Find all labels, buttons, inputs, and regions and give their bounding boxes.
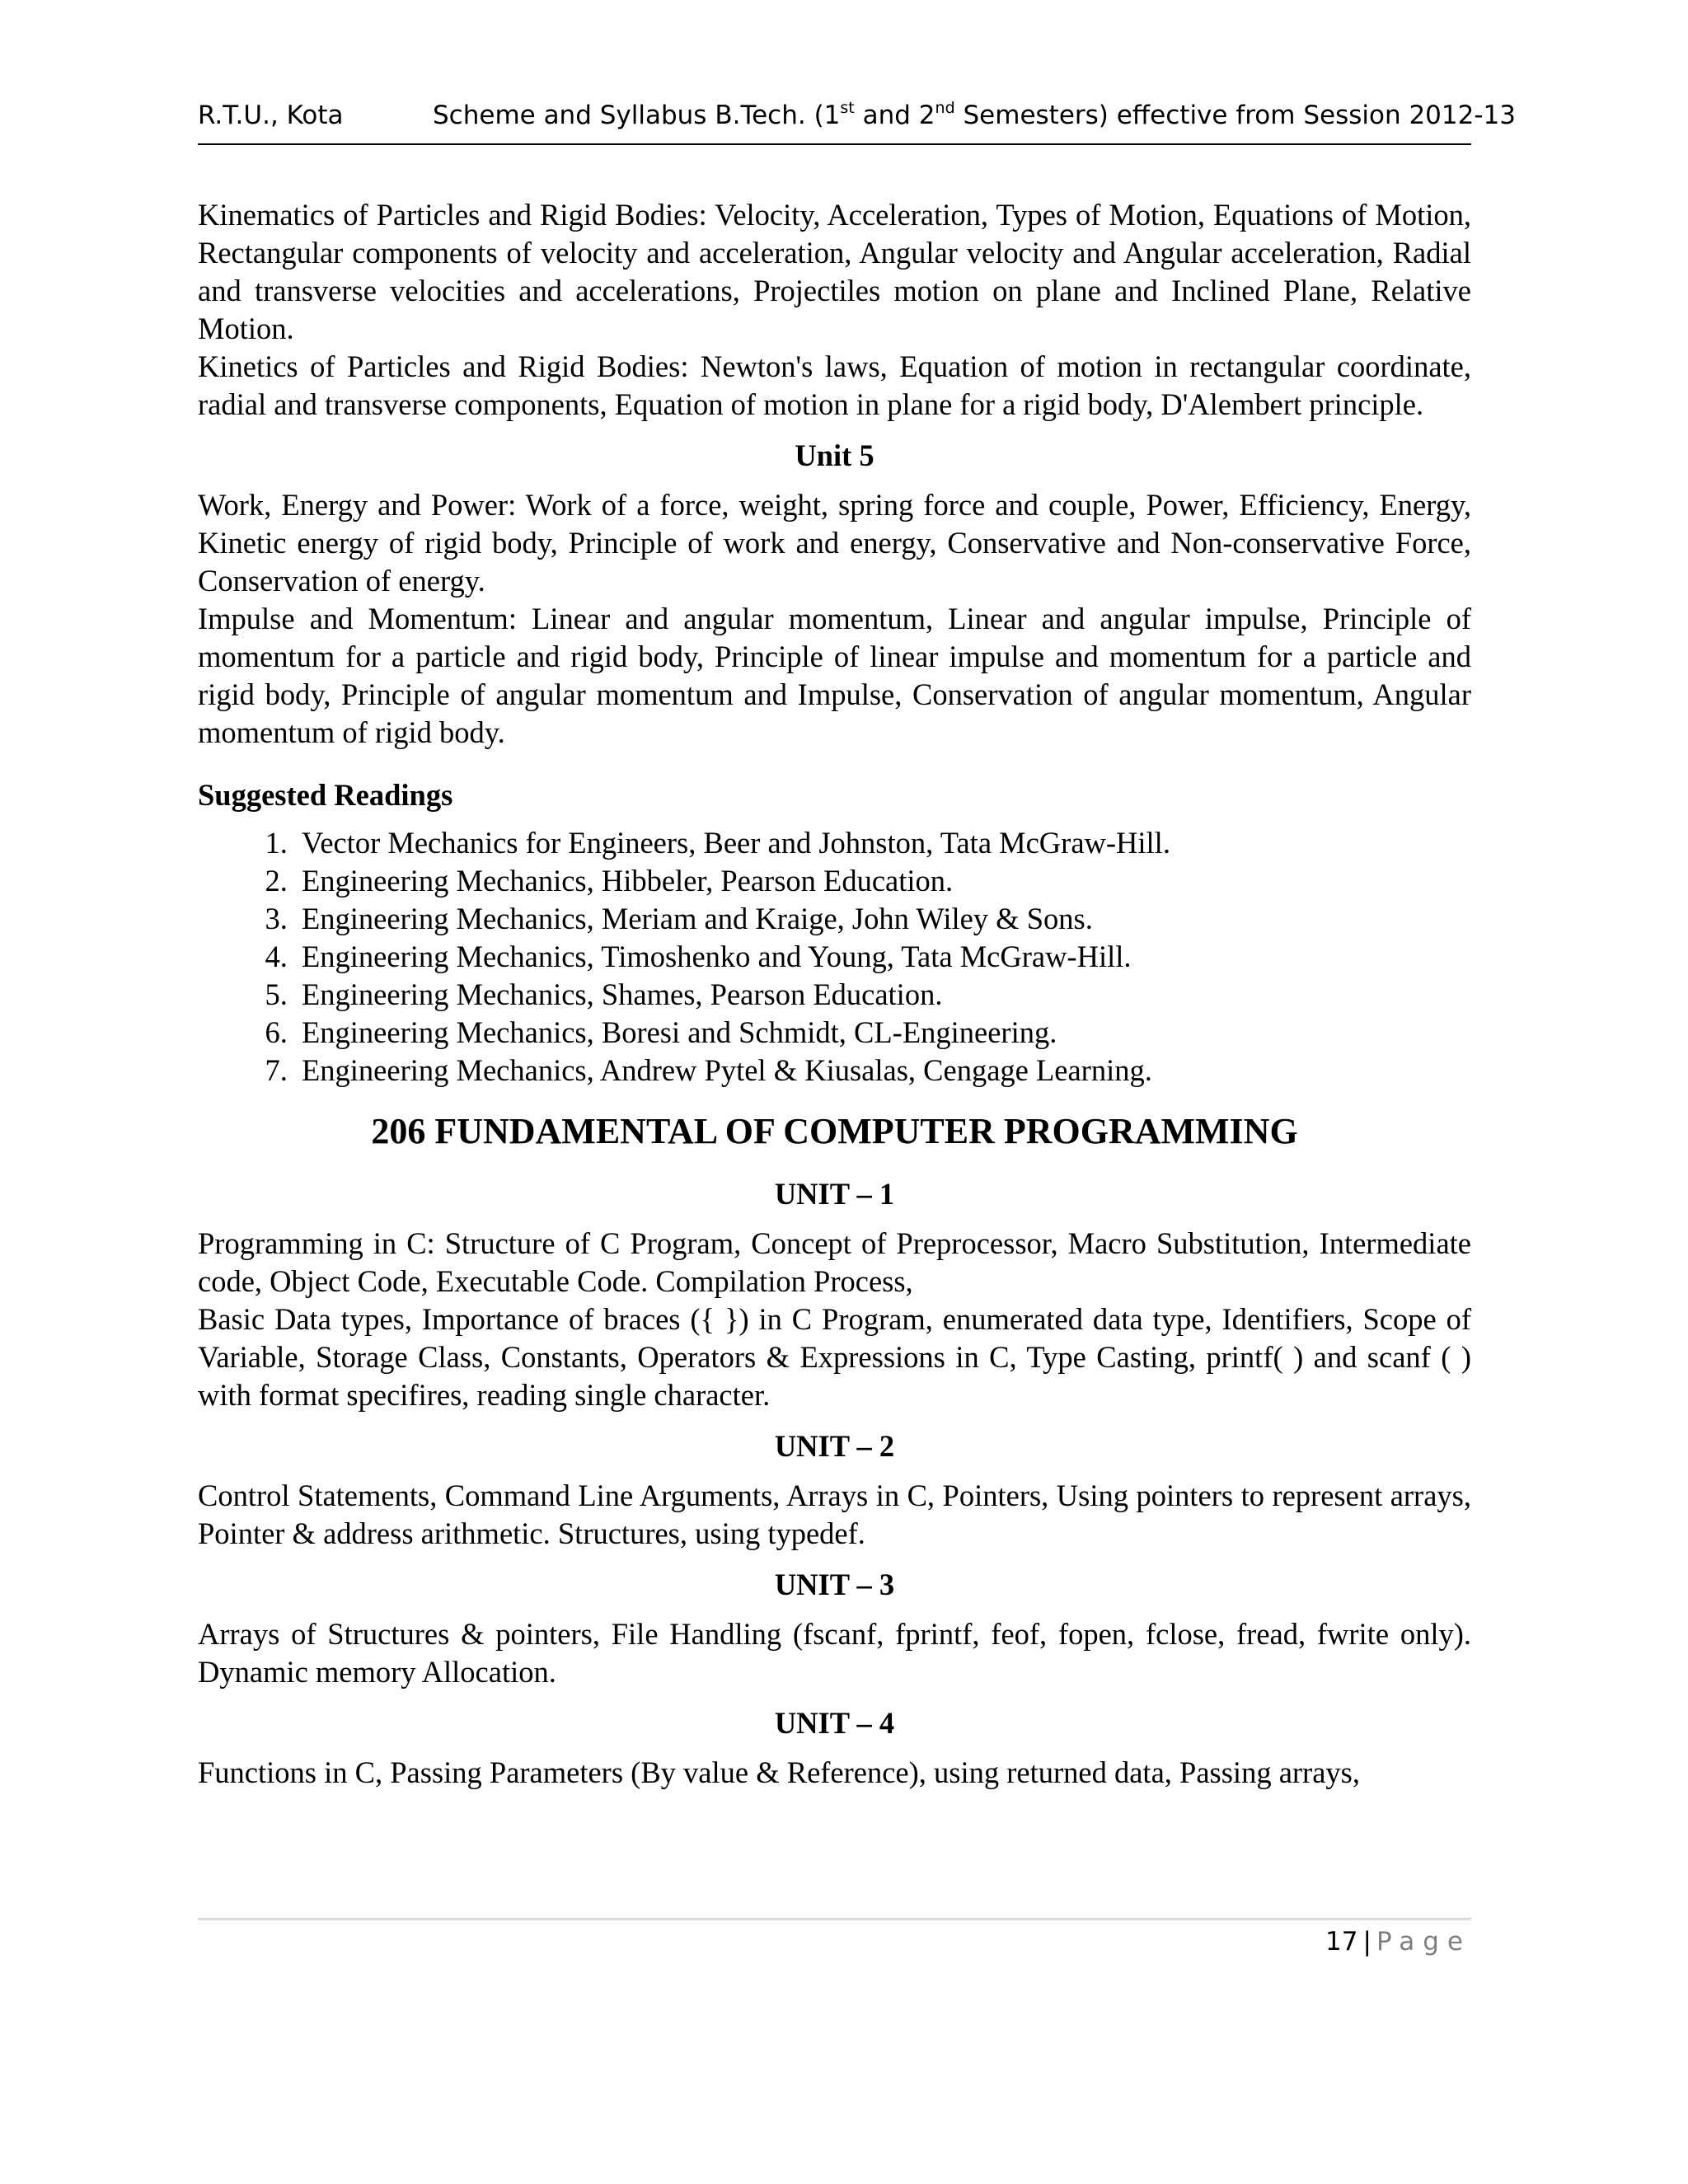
reading-item: 3. Engineering Mechanics, Meriam and Kraige, John Wiley & Sons. <box>295 900 1471 938</box>
unit-5-heading: Unit 5 <box>795 438 874 472</box>
footer-separator: | <box>1362 1927 1372 1957</box>
unit-1-heading: UNIT – 1 <box>774 1177 895 1211</box>
unit-3-heading: UNIT – 3 <box>774 1568 895 1601</box>
unit-4-paragraph: Functions in C, Passing Parameters (By value & Reference), using returned data, Passing arrays, <box>198 1755 1360 1789</box>
unit-2-heading: UNIT – 2 <box>774 1429 895 1463</box>
paragraph-kinetics: Kinetics of Particles and Rigid Bodies: Newton's laws, Equation of motion in rectangular coordinate, radial and transverse components, Equation of motion in plane for a rigid body, D'Alembert principle. <box>198 349 1471 421</box>
readings-list <box>198 824 1471 1090</box>
page-content <box>198 196 1471 1792</box>
reading-item: 2. Engineering Mechanics, Hibbeler, Pearson Education. <box>295 862 1471 900</box>
unit-3-paragraph: Arrays of Structures & pointers, File Handling (fscanf, fprintf, feof, fopen, fclose, fread, fwrite only). Dynamic memory Allocation. <box>198 1617 1471 1689</box>
reading-item: 1. Vector Mechanics for Engineers, Beer and Johnston, Tata McGraw-Hill. <box>295 824 1471 862</box>
reading-item: 4. Engineering Mechanics, Timoshenko and Young, Tata McGraw-Hill. <box>295 938 1471 976</box>
unit-1-paragraph: Programming in C: Structure of C Program, Concept of Preprocessor, Macro Substitution, Intermediate code, Object Code, Executable Code. Compilation Process, <box>198 1226 1471 1298</box>
course-title: 206 FUNDAMENTAL OF COMPUTER PROGRAMMING <box>371 1111 1298 1151</box>
page-header <box>198 97 1516 145</box>
header-institution: R.T.U., Kota <box>198 101 344 130</box>
unit-4-heading: UNIT – 4 <box>774 1706 895 1740</box>
reading-item: 6. Engineering Mechanics, Boresi and Schmidt, CL-Engineering. <box>295 1014 1471 1052</box>
header-title: Scheme and Syllabus B.Tech. (1st and 2nd Semesters) effective from Session 2012-13 <box>433 99 1516 130</box>
superscript-st: st <box>840 99 855 117</box>
footer-divider <box>198 1918 1471 1920</box>
suggested-readings-heading: Suggested Readings <box>198 778 453 812</box>
paragraph-impulse-momentum: Impulse and Momentum: Linear and angular momentum, Linear and angular impulse, Principle of momentum for a particle and rigid body, Principle of linear impulse and momentum for a particle and rigid body, Principle of angular momentum and Impulse, Conservation of angular momentum, Angular momentum of rigid body. <box>198 602 1471 749</box>
superscript-nd: nd <box>935 99 955 117</box>
page-footer <box>1325 1927 1471 1957</box>
reading-item: 7. Engineering Mechanics, Andrew Pytel & Kiusalas, Cengage Learning. <box>295 1052 1471 1090</box>
page-number: 17 <box>1325 1927 1358 1957</box>
page-word: Page <box>1376 1927 1471 1957</box>
paragraph-kinematics: Kinematics of Particles and Rigid Bodies: Velocity, Acceleration, Types of Motion, Equations of Motion, Rectangular components of velocity and acceleration, Angular velocity and Angular acceleration, Radial and transverse velocities and accelerations, Projectiles motion on plane and Inclined Plane, Relative Motion. <box>198 198 1471 345</box>
unit-2-paragraph: Control Statements, Command Line Arguments, Arrays in C, Pointers, Using pointers to represent arrays, Pointer & address arithmetic. Structures, using typedef. <box>198 1479 1471 1550</box>
paragraph-work-energy: Work, Energy and Power: Work of a force, weight, spring force and couple, Power, Efficiency, Energy, Kinetic energy of rigid body, Principle of work and energy, Conservative and Non-conservative Force, Conservation of energy. <box>198 488 1471 598</box>
unit-1-paragraph: Basic Data types, Importance of braces ({ }) in C Program, enumerated data type, Identifiers, Scope of Variable, Storage Class, Constants, Operators & Expressions in C, Type Casting, printf( ) and scanf ( ) with format specifires, reading single character. <box>198 1302 1471 1412</box>
reading-item: 5. Engineering Mechanics, Shames, Pearson Education. <box>295 976 1471 1014</box>
